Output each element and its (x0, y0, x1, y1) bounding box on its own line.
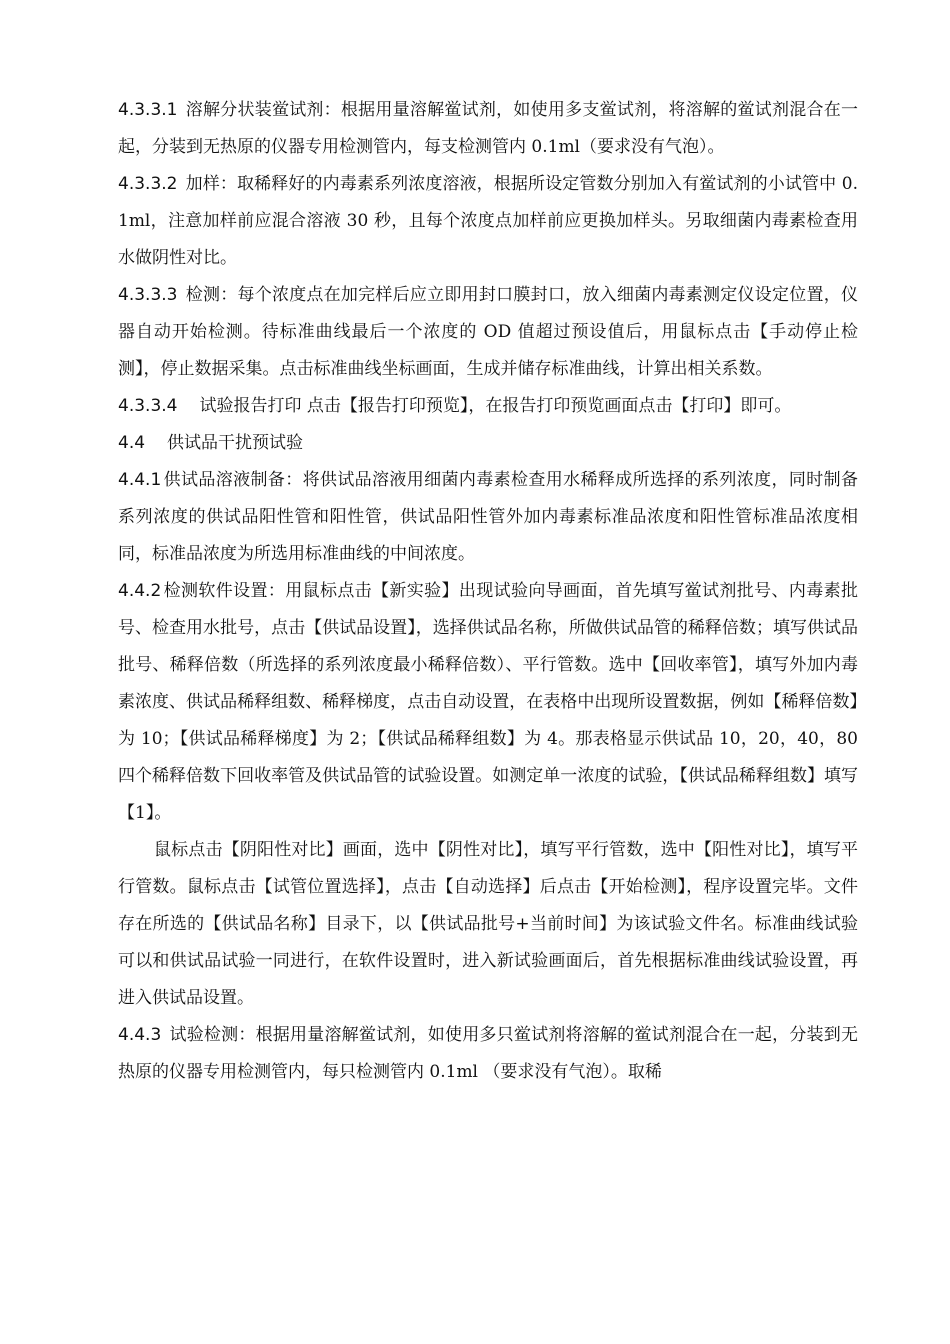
paragraph-text: 鼠标点击【阴阳性对比】画面，选中【阴性对比】，填写平行管数，选中【阳性对比】，填写平行管数。鼠标点击【试管位置选择】，点击【自动选择】后点击【开始检测】，程序设置完毕。文件存在所选的【供试品名称】目录下，以【供试品批号+当前时间】为该试验文件名。标准曲线试验可以和供试品试验一同进行，在软件设置时，进入新试验画面后，首先根据标准曲线试验设置，再进入供试品设置。 (118, 840, 858, 1008)
section-number: 4.4.1 (118, 470, 162, 490)
paragraph-text: 检测软件设置：用鼠标点击【新实验】出现试验向导画面，首先填写鲎试剂批号、内毒素批号、检查用水批号，点击【供试品设置】，选择供试品名称，所做供试品管的稀释倍数；填写供试品批号、稀释倍数（所选择的系列浓度最小稀释倍数）、平行管数。选中【回收率管】，填写外加内毒素浓度、供试品稀释组数、稀释梯度，点击自动设置，在表格中出现所设置数据，例如【稀释倍数】为 10；【供试品稀释梯度】为 2；【供试品稀释组数】为 4。那表格显示供试品 10，20，40，80 四个稀释倍数下回收率管及供试品管的试验设置。如测定单一浓度的试验，【供试品稀释组数】填写【1】。 (118, 581, 858, 823)
section-number: 4.4.2 (118, 581, 162, 601)
document-page (118, 92, 858, 1091)
paragraph-4-4-1 (118, 462, 858, 573)
paragraph-text: 加样：取稀释好的内毒素系列浓度溶液，根据所设定管数分别加入有鲎试剂的小试管中 0.1ml，注意加样前应混合溶液 30 秒，且每个浓度点加样前应更换加样头。另取细菌内毒素检查用水做阴性对比。 (118, 174, 858, 268)
section-number: 4.4 (118, 433, 146, 453)
section-number: 4.4.3 (118, 1025, 162, 1045)
paragraph-indented (118, 832, 858, 1017)
section-number: 4.3.3.1 (118, 100, 178, 120)
section-title: 供试品干扰预试验 (167, 433, 304, 453)
section-number: 4.3.3.2 (118, 174, 178, 194)
section-number: 4.3.3.3 (118, 285, 178, 305)
paragraph-4-3-3-1 (118, 92, 858, 166)
paragraph-text: 试验报告打印 点击【报告打印预览】，在报告打印预览画面点击【打印】即可。 (199, 396, 792, 416)
paragraph-text: 溶解分状装鲎试剂：根据用量溶解鲎试剂，如使用多支鲎试剂，将溶解的鲎试剂混合在一起，分装到无热原的仪器专用检测管内，每支检测管内 0.1ml（要求没有气泡）。 (118, 100, 858, 157)
paragraph-text: 检测：每个浓度点在加完样后应立即用封口膜封口，放入细菌内毒素测定仪设定位置，仪器自动开始检测。待标准曲线最后一个浓度的 OD 值超过预设值后，用鼠标点击【手动停止检测】，停止数据采集。点击标准曲线坐标画面，生成并储存标准曲线，计算出相关系数。 (118, 285, 858, 379)
paragraph-4-3-3-2 (118, 166, 858, 277)
paragraph-text: 试验检测：根据用量溶解鲎试剂，如使用多只鲎试剂将溶解的鲎试剂混合在一起，分装到无热原的仪器专用检测管内，每只检测管内 0.1ml （要求没有气泡）。取稀 (118, 1025, 858, 1082)
paragraph-4-3-3-3 (118, 277, 858, 388)
paragraph-4-4-2 (118, 573, 858, 832)
section-number: 4.3.3.4 (118, 396, 178, 416)
section-heading-4-4 (118, 425, 858, 462)
paragraph-text: 供试品溶液制备：将供试品溶液用细菌内毒素检查用水稀释成所选择的系列浓度，同时制备系列浓度的供试品阳性管和阳性管，供试品阳性管外加内毒素标准品浓度和阳性管标准品浓度相同，标准品浓度为所选用标准曲线的中间浓度。 (118, 470, 858, 564)
paragraph-4-3-3-4 (118, 388, 858, 425)
paragraph-4-4-3 (118, 1017, 858, 1091)
